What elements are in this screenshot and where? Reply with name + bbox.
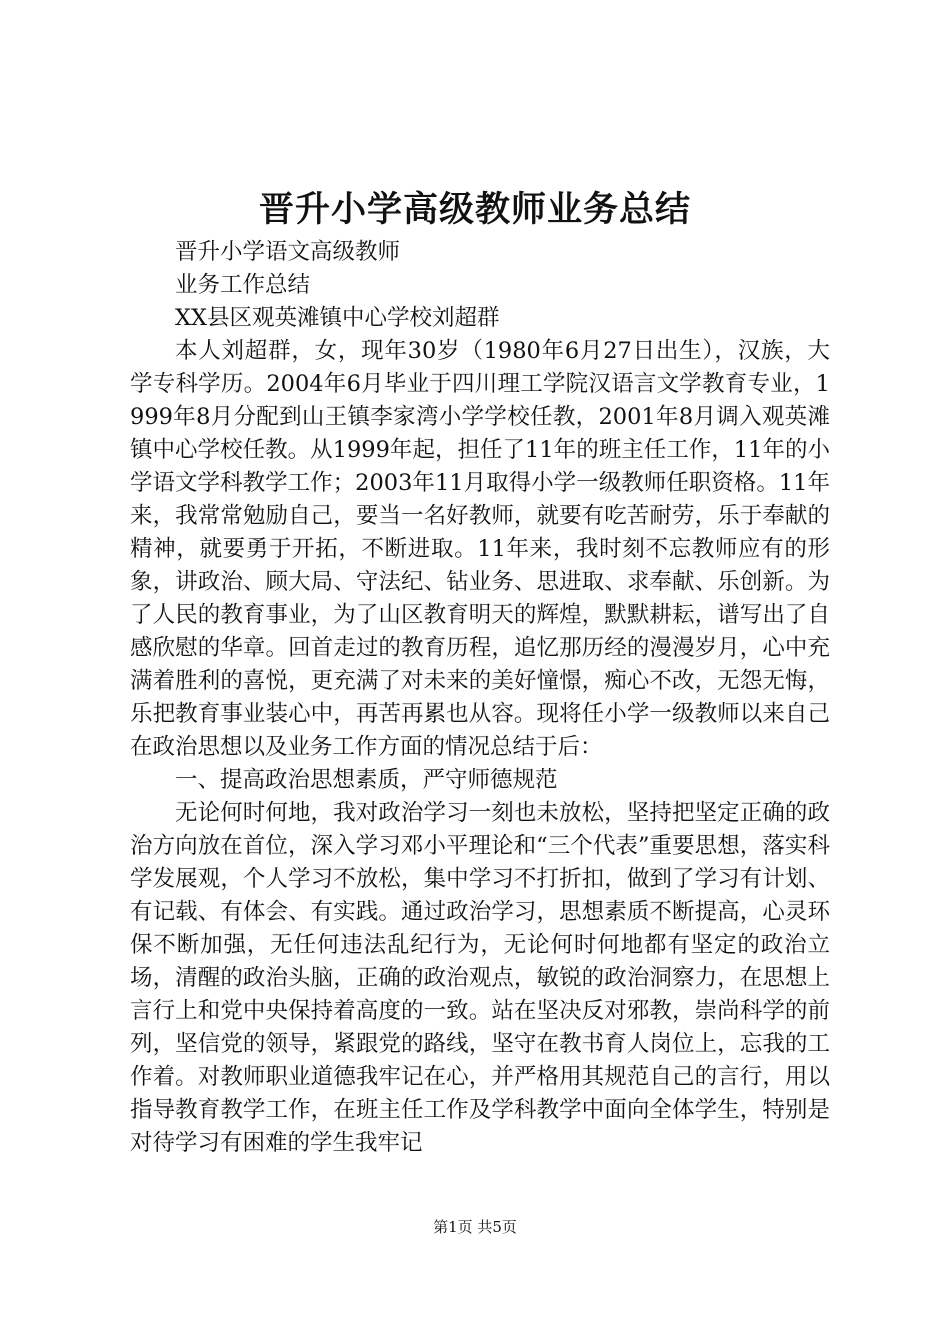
document-body [130, 236, 830, 1160]
subtitle-line-1: 晋升小学语文高级教师 [175, 239, 401, 265]
paragraph-intro: 本人刘超群，女，现年30岁（1980年6月27日出生），汉族，大学专科学历。2004年6月毕业于四川理工学院汉语言文学教育专业，1999年8月分配到山王镇李家湾小学学校任教，2001年8月调入观英滩镇中心学校任教。从1999年起，担任了11年的班主任工作，11年的小学语文学科教学工作；2003年11月取得小学一级教师任职资格。11年来，我常常勉励自己，要当一名好教师，就要有吃苦耐劳，乐于奉献的精神，就要勇于开拓，不断进取。11年来，我时刻不忘教师应有的形象，讲政治、顾大局、守法纪、钻业务、思进取、求奉献、乐创新。为了人民的教育事业，为了山区教育明天的辉煌，默默耕耘，谱写出了自感欣慰的华章。回首走过的教育历程，追忆那历经的漫漫岁月，心中充满着胜利的喜悦，更充满了对未来的美好憧憬，痴心不改，无怨无悔，乐把教育事业装心中，再苦再累也从容。现将任小学一级教师以来自己在政治思想以及业务工作方面的情况总结于后： [130, 338, 830, 760]
author-line: XX县区观英滩镇中心学校刘超群 [175, 305, 500, 331]
subtitle-line-2: 业务工作总结 [175, 272, 311, 298]
section-heading-1: 一、提高政治思想素质，严守师德规范 [175, 767, 558, 793]
paragraph-section-1: 无论何时何地，我对政治学习一刻也未放松，坚持把坚定正确的政治方向放在首位，深入学习邓小平理论和“三个代表”重要思想，落实科学发展观，个人学习不放松，集中学习不打折扣，做到了学习有计划、有记载、有体会、有实践。通过政治学习，思想素质不断提高，心灵环保不断加强，无任何违法乱纪行为，无论何时何地都有坚定的政治立场，清醒的政治头脑，正确的政治观点，敏锐的政治洞察力，在思想上言行上和党中央保持着高度的一致。站在坚决反对邪教，崇尚科学的前列，坚信党的领导，紧跟党的路线，坚守在教书育人岗位上，忘我的工作着。对教师职业道德我牢记在心，并严格用其规范自己的言行，用以指导教育教学工作，在班主任工作及学科教学中面向全体学生，特别是对待学习有困难的学生我牢记 [130, 800, 830, 1156]
document-title: 晋升小学高级教师业务总结 [258, 189, 691, 230]
page-footer: 第1页 共5页 [433, 1218, 517, 1236]
